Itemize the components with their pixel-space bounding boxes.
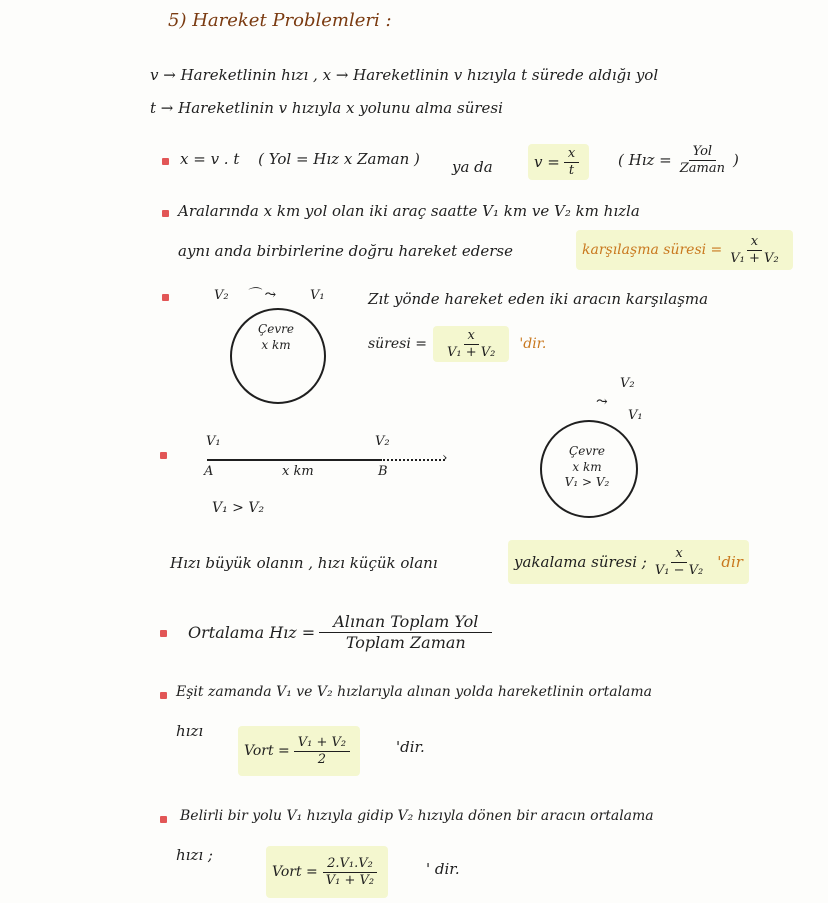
- circ-v2-label: V₂: [620, 376, 635, 391]
- hiz-fraction-num: Yol: [689, 144, 716, 161]
- equal-time-line-1: Eşit zamanda V₁ ve V₂ hızlarıyla alınan yolda hareketlinin ortalama: [176, 684, 653, 700]
- bullet-icon: [162, 158, 169, 165]
- point-a: A: [204, 464, 214, 479]
- catch-v2-label: V₂: [375, 434, 390, 449]
- circ-arrows-icon: ⤳: [596, 394, 608, 410]
- circle-right-cevre: Çevre: [569, 444, 605, 458]
- meeting-fraction-den: V₁ + V₂: [730, 250, 779, 266]
- circ-v1-label: V₁: [628, 408, 643, 423]
- v-fraction-num: x: [564, 146, 579, 163]
- meeting-line-1: Aralarında x km yol olan iki araç saatte V₁ km ve V₂ km hızla: [178, 202, 640, 220]
- circle-left-cevre: Çevre: [258, 322, 294, 336]
- meeting-fraction: [726, 234, 782, 266]
- opp-fraction-highlight: [433, 326, 509, 362]
- hiz-eq-label: ( Hız =: [618, 151, 672, 169]
- catch-result-highlight: [508, 540, 749, 584]
- catch-v1-label: V₁: [206, 434, 221, 449]
- round-fraction: [322, 856, 378, 888]
- point-b: B: [378, 464, 388, 479]
- round-fraction-num: 2.V₁.V₂: [323, 856, 377, 873]
- definition-line-1: v → Hareketlinin hızı , x → Hareketlinin v hızıyla t sürede aldığı yol: [150, 66, 659, 84]
- catch-sentence: Hızı büyük olanın , hızı küçük olanı: [170, 554, 438, 572]
- equal-time-highlight: [238, 726, 360, 776]
- hiz-fraction: [676, 144, 729, 176]
- round-trip-line-1: Belirli bir yolu V₁ hızıyla gidip V₂ hızıyla dönen bir aracın ortalama: [180, 808, 654, 824]
- opp-arrows-icon: ⌒ ⤳: [246, 287, 277, 303]
- average-fraction-den: Toplam Zaman: [345, 632, 466, 652]
- average-fraction: [319, 612, 492, 651]
- catch-fraction-num: x: [671, 546, 686, 563]
- bullet-icon: [160, 630, 167, 637]
- formula-paren: ( Yol = Hız x Zaman ): [258, 150, 420, 168]
- formula-v-highlight: [528, 144, 589, 180]
- bullet-icon: [162, 294, 169, 301]
- meeting-line-2: aynı anda birbirlerine doğru hareket ederse: [178, 242, 513, 260]
- opp-v2-label: V₂: [214, 288, 229, 303]
- catch-fraction: [651, 546, 707, 578]
- circle-right-label: [556, 444, 618, 491]
- bullet-icon: [160, 692, 167, 699]
- round-vort-label: Vort =: [272, 864, 318, 880]
- bullet-icon: [160, 816, 167, 823]
- equal-fraction-den: 2: [317, 751, 327, 767]
- catch-dir: 'dir: [717, 553, 743, 571]
- meeting-fraction-num: x: [747, 234, 762, 251]
- definition-line-2: t → Hareketlinin v hızıyla x yolunu alma süresi: [150, 99, 503, 117]
- page-title: 5) Hareket Problemleri :: [168, 10, 392, 31]
- circle-right-xkm: x km: [572, 459, 602, 474]
- average-speed-formula: [188, 606, 496, 658]
- circle-left-xkm: x km: [261, 337, 291, 352]
- v-eq-label: v =: [534, 153, 560, 171]
- round-trip-line-2: hızı ;: [176, 846, 213, 864]
- meeting-label: karşılaşma süresi =: [582, 242, 723, 258]
- v-fraction: [564, 146, 579, 178]
- catch-condition: V₁ > V₂: [212, 500, 265, 516]
- round-trip-highlight: [266, 846, 388, 898]
- distance-line: [207, 459, 382, 461]
- circle-right-cond: V₁ > V₂: [564, 475, 610, 490]
- v-fraction-den: t: [568, 162, 575, 178]
- hiz-close: ): [732, 151, 739, 169]
- opp-result: [368, 322, 546, 366]
- direction-dotted-line: [383, 459, 445, 461]
- average-label: Ortalama Hız =: [188, 622, 316, 642]
- opp-v1-label: V₁: [310, 288, 325, 303]
- ya-da-text: ya da: [452, 158, 493, 176]
- opp-fraction: [443, 328, 499, 360]
- average-fraction-num: Alınan Toplam Yol: [319, 612, 492, 632]
- catch-fraction-den: V₁ − V₂: [654, 562, 704, 578]
- equal-dir: 'dir.: [396, 738, 425, 756]
- opp-sure-label: süresi =: [368, 336, 428, 352]
- round-dir: ' dir.: [426, 860, 460, 878]
- round-fraction-den: V₁ + V₂: [325, 872, 375, 888]
- distance-label: x km: [282, 464, 314, 479]
- circle-left-label: [246, 322, 306, 353]
- hiz-fraction-den: Zaman: [679, 160, 725, 176]
- equal-fraction: [294, 735, 350, 767]
- opp-dir: 'dir.: [519, 336, 547, 352]
- opp-text-1: Zıt yönde hareket eden iki aracın karşılaşma: [368, 290, 709, 308]
- formula-x-vt: [180, 150, 420, 168]
- formula-main: x = v . t: [180, 150, 240, 168]
- equal-vort-label: Vort =: [244, 743, 290, 759]
- direction-arrow-icon: ›: [442, 450, 448, 466]
- catch-sure-label: yakalama süresi ;: [514, 553, 647, 571]
- opp-fraction-num: x: [464, 328, 479, 345]
- meeting-result-highlight: [576, 230, 793, 270]
- formula-hiz: [618, 144, 739, 176]
- bullet-icon: [160, 452, 167, 459]
- equal-time-line-2: hızı: [176, 722, 204, 740]
- equal-fraction-num: V₁ + V₂: [294, 735, 350, 752]
- bullet-icon: [162, 210, 169, 217]
- opp-fraction-den: V₁ + V₂: [447, 344, 496, 360]
